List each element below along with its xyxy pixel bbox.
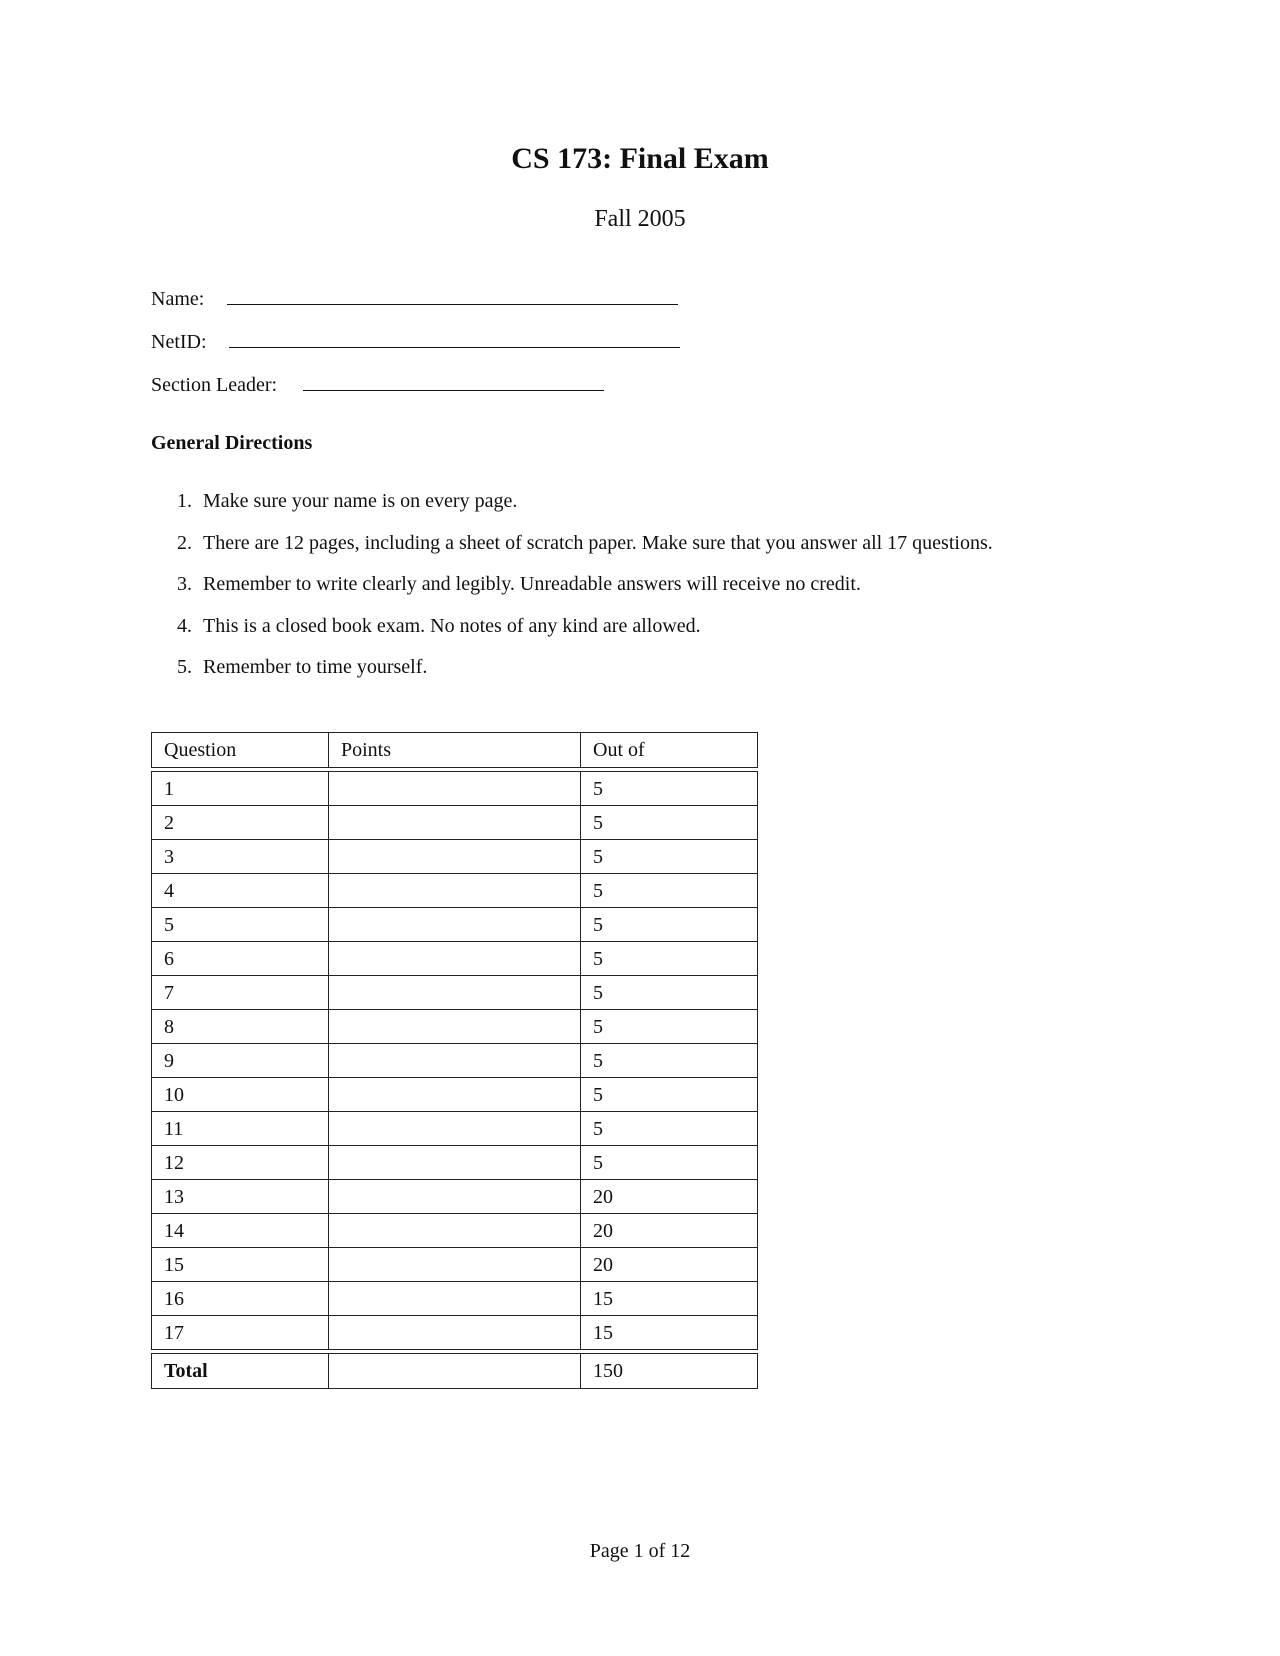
score-rows bbox=[152, 772, 758, 1350]
score-table bbox=[151, 732, 757, 1389]
table-row bbox=[152, 1146, 758, 1180]
question-cell: 15 bbox=[152, 1248, 329, 1282]
section-leader-label: Section Leader: bbox=[151, 374, 278, 396]
netid-label: NetID: bbox=[151, 331, 207, 353]
exam-title: CS 173: Final Exam bbox=[511, 142, 769, 175]
total-label: Total bbox=[152, 1354, 329, 1389]
points-cell[interactable] bbox=[329, 1146, 581, 1180]
out-of-cell: 5 bbox=[581, 772, 758, 806]
table-row bbox=[152, 908, 758, 942]
table-row bbox=[152, 1316, 758, 1350]
out-of-cell: 5 bbox=[581, 1044, 758, 1078]
table-row bbox=[152, 942, 758, 976]
question-cell: 17 bbox=[152, 1316, 329, 1350]
points-cell[interactable] bbox=[329, 840, 581, 874]
points-cell[interactable] bbox=[329, 1214, 581, 1248]
points-cell[interactable] bbox=[329, 976, 581, 1010]
question-cell: 7 bbox=[152, 976, 329, 1010]
points-cell[interactable] bbox=[329, 806, 581, 840]
question-cell: 3 bbox=[152, 840, 329, 874]
points-cell[interactable] bbox=[329, 1282, 581, 1316]
list-item: 4. This is a closed book exam. No notes of any kind are allowed. bbox=[177, 614, 701, 637]
out-of-cell: 5 bbox=[581, 942, 758, 976]
list-item: 3. Remember to write clearly and legibly. Unreadable answers will receive no credit. bbox=[177, 573, 861, 595]
points-cell[interactable] bbox=[329, 1010, 581, 1044]
table-row bbox=[152, 1044, 758, 1078]
list-item: 2. There are 12 pages, including a sheet of scratch paper. Make sure that you answer all 17 questions. bbox=[177, 531, 993, 554]
question-cell: 5 bbox=[152, 908, 329, 942]
points-cell[interactable] bbox=[329, 1044, 581, 1078]
points-cell[interactable] bbox=[329, 1078, 581, 1112]
question-cell: 16 bbox=[152, 1282, 329, 1316]
points-cell[interactable] bbox=[329, 874, 581, 908]
table-row bbox=[152, 1248, 758, 1282]
table-row bbox=[152, 1078, 758, 1112]
directions-heading: General Directions bbox=[151, 432, 313, 454]
question-cell: 9 bbox=[152, 1044, 329, 1078]
table-row bbox=[152, 1282, 758, 1316]
header-out-of: Out of bbox=[581, 733, 758, 768]
table-row bbox=[152, 874, 758, 908]
out-of-cell: 5 bbox=[581, 806, 758, 840]
section-leader-line[interactable] bbox=[303, 390, 604, 391]
out-of-cell: 20 bbox=[581, 1180, 758, 1214]
list-item: 1. Make sure your name is on every page. bbox=[177, 490, 518, 512]
points-cell[interactable] bbox=[329, 1180, 581, 1214]
out-of-cell: 5 bbox=[581, 1112, 758, 1146]
out-of-cell: 15 bbox=[581, 1316, 758, 1350]
table-row bbox=[152, 772, 758, 806]
table-row bbox=[152, 976, 758, 1010]
out-of-cell: 5 bbox=[581, 840, 758, 874]
question-cell: 2 bbox=[152, 806, 329, 840]
out-of-cell: 20 bbox=[581, 1248, 758, 1282]
out-of-cell: 5 bbox=[581, 908, 758, 942]
table-row bbox=[152, 840, 758, 874]
question-cell: 14 bbox=[152, 1214, 329, 1248]
name-label: Name: bbox=[151, 288, 205, 310]
table-total-row bbox=[152, 1354, 758, 1389]
points-cell[interactable] bbox=[329, 942, 581, 976]
name-line[interactable] bbox=[227, 304, 678, 305]
table-row bbox=[152, 1180, 758, 1214]
total-out-of: 150 bbox=[581, 1354, 758, 1389]
question-cell: 13 bbox=[152, 1180, 329, 1214]
question-cell: 4 bbox=[152, 874, 329, 908]
out-of-cell: 5 bbox=[581, 1146, 758, 1180]
question-cell: 1 bbox=[152, 772, 329, 806]
header-question: Question bbox=[152, 733, 329, 768]
points-cell[interactable] bbox=[329, 1316, 581, 1350]
question-cell: 8 bbox=[152, 1010, 329, 1044]
out-of-cell: 5 bbox=[581, 874, 758, 908]
points-cell[interactable] bbox=[329, 1112, 581, 1146]
points-cell[interactable] bbox=[329, 772, 581, 806]
page-number: Page 1 of 12 bbox=[589, 1540, 691, 1562]
out-of-cell: 5 bbox=[581, 1010, 758, 1044]
out-of-cell: 5 bbox=[581, 1078, 758, 1112]
list-item: 5. Remember to time yourself. bbox=[177, 656, 428, 678]
question-cell: 11 bbox=[152, 1112, 329, 1146]
exam-term: Fall 2005 bbox=[594, 206, 686, 232]
out-of-cell: 5 bbox=[581, 976, 758, 1010]
out-of-cell: 15 bbox=[581, 1282, 758, 1316]
netid-line[interactable] bbox=[229, 347, 680, 348]
question-cell: 10 bbox=[152, 1078, 329, 1112]
out-of-cell: 20 bbox=[581, 1214, 758, 1248]
table-row bbox=[152, 1214, 758, 1248]
question-cell: 12 bbox=[152, 1146, 329, 1180]
directions-list bbox=[151, 488, 1151, 696]
points-cell[interactable] bbox=[329, 908, 581, 942]
total-points-cell[interactable] bbox=[329, 1354, 581, 1389]
points-cell[interactable] bbox=[329, 1248, 581, 1282]
question-cell: 6 bbox=[152, 942, 329, 976]
table-row bbox=[152, 1112, 758, 1146]
table-row bbox=[152, 806, 758, 840]
header-points: Points bbox=[329, 733, 581, 768]
table-header-row bbox=[152, 733, 758, 768]
table-row bbox=[152, 1010, 758, 1044]
